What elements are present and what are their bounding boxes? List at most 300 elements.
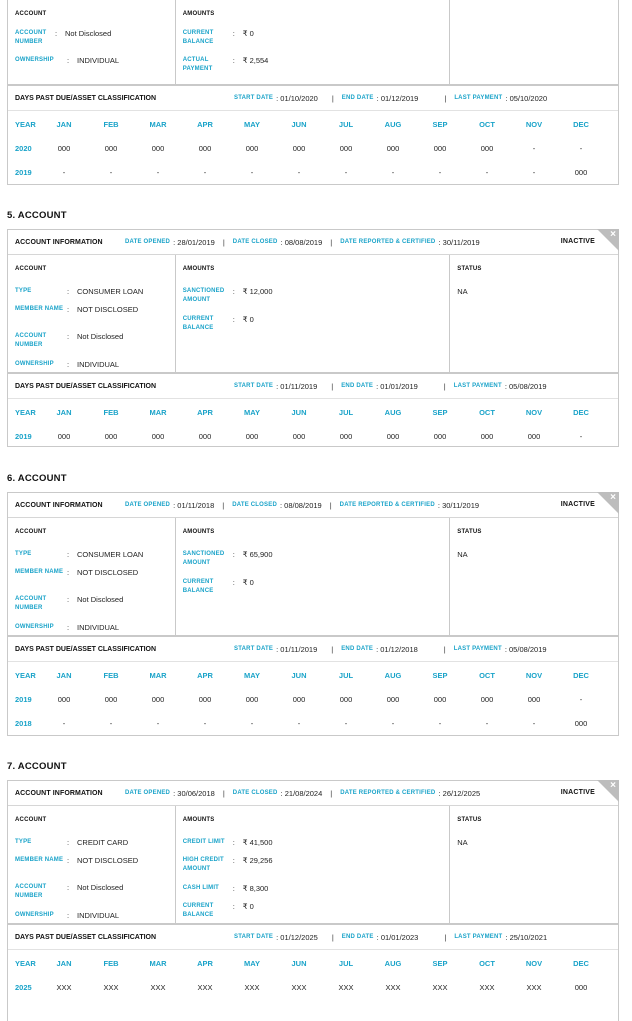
ownership-row: OWNERSHIP : INDIVIDUAL bbox=[15, 623, 120, 632]
dpd-cell: - bbox=[62, 719, 66, 728]
dpd-dates: START DATE : 01/10/2020 | END DATE : 01/12/2019 | LAST PAYMENT : 05/10/2020 bbox=[234, 93, 548, 103]
sanctioned-amount-label: SANCTIONED AMOUNT bbox=[182, 288, 225, 303]
month-header-row bbox=[8, 662, 618, 686]
year-label: 2019 bbox=[15, 168, 32, 177]
dpd-cell: - bbox=[250, 719, 254, 728]
dpd-cell: - bbox=[156, 168, 160, 177]
dpd-cell: 000 bbox=[245, 144, 259, 153]
amounts-column-heading: AMOUNTS bbox=[182, 266, 215, 272]
last-payment-value: 25/10/2021 bbox=[509, 932, 548, 942]
dpd-cell: 000 bbox=[433, 432, 447, 441]
month-header: FEB bbox=[103, 671, 119, 680]
month-header: FEB bbox=[103, 959, 119, 968]
account-6-details bbox=[8, 518, 618, 637]
account-column-heading: ACCOUNT bbox=[15, 817, 47, 823]
status-column-heading: STATUS bbox=[457, 529, 482, 535]
account-6-card bbox=[7, 492, 619, 736]
month-header: JAN bbox=[56, 120, 72, 129]
status-row bbox=[457, 838, 467, 847]
account-column bbox=[8, 806, 176, 923]
month-header: JUL bbox=[338, 671, 354, 680]
month-header: OCT bbox=[479, 120, 495, 129]
current-balance-label: CURRENT BALANCE bbox=[182, 903, 214, 918]
current-balance-value: ₹ 0 bbox=[242, 902, 254, 911]
status-column-heading: STATUS bbox=[457, 266, 482, 272]
dpd-title: DAYS PAST DUE/ASSET CLASSIFICATION bbox=[15, 94, 157, 102]
month-header: MAR bbox=[149, 408, 167, 417]
account-number-value: Not Disclosed bbox=[77, 883, 124, 892]
month-header: MAY bbox=[244, 408, 260, 417]
dpd-cell: 000 bbox=[433, 144, 447, 153]
month-header: AUG bbox=[384, 671, 402, 680]
dpd-cell: 000 bbox=[292, 144, 306, 153]
actual-payment-value: ₹ 2,554 bbox=[242, 56, 269, 65]
account-column-heading: ACCOUNT bbox=[15, 266, 47, 272]
month-header: NOV bbox=[525, 671, 543, 680]
date-opened-value: 28/01/2019 bbox=[177, 237, 215, 247]
year-header: YEAR bbox=[15, 959, 36, 968]
status-row bbox=[457, 287, 467, 296]
dpd-cell: XXX bbox=[526, 983, 542, 992]
status-badge: INACTIVE bbox=[560, 238, 595, 245]
month-header: MAY bbox=[244, 959, 260, 968]
date-closed-value: 21/08/2024 bbox=[284, 788, 323, 798]
month-header: OCT bbox=[479, 671, 495, 680]
month-header-row bbox=[8, 111, 618, 135]
dpd-cell: 000 bbox=[574, 168, 588, 177]
dpd-cell: - bbox=[156, 719, 160, 728]
start-date-value: 01/11/2019 bbox=[280, 644, 318, 654]
dpd-cell: XXX bbox=[103, 983, 119, 992]
month-header: JUN bbox=[291, 671, 307, 680]
status-column bbox=[450, 0, 618, 84]
type-row: TYPE : CREDIT CARD bbox=[15, 838, 129, 847]
dpd-cell: - bbox=[532, 719, 536, 728]
dpd-cell: 000 bbox=[292, 695, 306, 704]
type-value: CONSUMER LOAN bbox=[77, 550, 144, 559]
account-number-value: Not Disclosed bbox=[65, 29, 112, 38]
dpd-title: DAYS PAST DUE/ASSET CLASSIFICATION bbox=[15, 382, 157, 390]
dpd-cell: 000 bbox=[480, 432, 494, 441]
close-icon[interactable]: × bbox=[610, 780, 616, 791]
credit-limit-label: CREDIT LIMIT bbox=[182, 839, 225, 845]
high-credit-amount-row: HIGH CREDIT AMOUNT : ₹ 29,256 bbox=[182, 856, 273, 872]
dpd-grid bbox=[8, 662, 618, 734]
sanctioned-amount-label: SANCTIONED AMOUNT bbox=[182, 551, 225, 566]
dpd-cell: 000 bbox=[339, 695, 353, 704]
date-closed-value: 08/08/2019 bbox=[284, 500, 322, 510]
dpd-cell: - bbox=[203, 168, 207, 177]
dpd-cell: 000 bbox=[480, 144, 494, 153]
account-info-header bbox=[8, 230, 618, 255]
account-7-heading: 7. ACCOUNT bbox=[7, 761, 67, 772]
credit-limit-value: ₹ 41,500 bbox=[242, 838, 273, 847]
amounts-column bbox=[176, 255, 451, 372]
close-icon[interactable]: × bbox=[610, 229, 616, 240]
dpd-cell: 000 bbox=[57, 695, 71, 704]
status-badge: INACTIVE bbox=[560, 501, 595, 508]
month-header: OCT bbox=[479, 959, 495, 968]
member-name-value: NOT DISCLOSED bbox=[77, 305, 139, 314]
sanctioned-amount-row: SANCTIONED AMOUNT : ₹ 12,000 bbox=[182, 287, 273, 303]
month-header: OCT bbox=[479, 408, 495, 417]
dpd-dates: START DATE : 01/11/2019 | END DATE : 01/12/2018 | LAST PAYMENT : 05/08/2019 bbox=[234, 644, 547, 654]
dpd-title: DAYS PAST DUE/ASSET CLASSIFICATION bbox=[15, 933, 157, 941]
dpd-cell: - bbox=[485, 719, 489, 728]
month-header: JUN bbox=[291, 959, 307, 968]
type-value: CONSUMER LOAN bbox=[77, 287, 144, 296]
dpd-cell: 000 bbox=[292, 432, 306, 441]
dpd-cell: - bbox=[62, 168, 66, 177]
dpd-cell: - bbox=[391, 168, 395, 177]
account-number-row: ACCOUNT NUMBER : Not Disclosed bbox=[15, 332, 124, 348]
month-header: SEP bbox=[432, 959, 448, 968]
month-header: APR bbox=[197, 120, 213, 129]
date-reported-value: 30/11/2019 bbox=[442, 500, 480, 510]
month-header: FEB bbox=[103, 408, 119, 417]
member-name-label: MEMBER NAME bbox=[15, 569, 64, 575]
month-header: MAR bbox=[149, 120, 167, 129]
member-name-value: NOT DISCLOSED bbox=[77, 856, 139, 865]
month-header: APR bbox=[197, 671, 213, 680]
account-dates: DATE OPENED : 30/06/2018 | DATE CLOSED : 21/08/2024 | DATE REPORTED & CERTIFIED : 26/12/2025 bbox=[125, 788, 481, 798]
current-balance-label: CURRENT BALANCE bbox=[182, 316, 214, 331]
ownership-row: OWNERSHIP : INDIVIDUAL bbox=[15, 360, 120, 369]
date-reported-value: 26/12/2025 bbox=[442, 788, 481, 798]
account-number-label: ACCOUNT NUMBER bbox=[15, 596, 47, 611]
dpd-cell: - bbox=[344, 168, 348, 177]
dpd-cell: - bbox=[109, 168, 113, 177]
status-value: NA bbox=[457, 838, 468, 847]
ownership-value: INDIVIDUAL bbox=[77, 360, 120, 369]
member-name-row: MEMBER NAME : NOT DISCLOSED bbox=[15, 305, 139, 314]
dpd-cell: 000 bbox=[386, 144, 400, 153]
end-date-value: 01/01/2023 bbox=[380, 932, 419, 942]
account-info-title: ACCOUNT INFORMATION bbox=[15, 789, 103, 797]
dpd-cell: 000 bbox=[339, 432, 353, 441]
dpd-cell: - bbox=[391, 719, 395, 728]
dpd-cell: - bbox=[579, 695, 583, 704]
year-label: 2020 bbox=[15, 144, 32, 153]
dpd-cell: 000 bbox=[245, 695, 259, 704]
account-6-heading: 6. ACCOUNT bbox=[7, 473, 67, 484]
account-number-label: ACCOUNT NUMBER bbox=[15, 30, 47, 45]
account-number-label: ACCOUNT NUMBER bbox=[15, 333, 47, 348]
year-row bbox=[8, 135, 618, 159]
amounts-column-heading: AMOUNTS bbox=[182, 11, 215, 17]
dpd-cell: 000 bbox=[151, 695, 165, 704]
month-header: MAR bbox=[149, 671, 167, 680]
dpd-cell: 000 bbox=[339, 144, 353, 153]
current-balance-row: CURRENT BALANCE : ₹ 0 bbox=[182, 578, 254, 594]
account-5-details bbox=[8, 255, 618, 374]
dpd-cell: 000 bbox=[104, 144, 118, 153]
dpd-title: DAYS PAST DUE/ASSET CLASSIFICATION bbox=[15, 645, 157, 653]
dpd-cell: 000 bbox=[198, 144, 212, 153]
month-header: JUN bbox=[291, 120, 307, 129]
month-header: MAY bbox=[244, 120, 260, 129]
year-label: 2019 bbox=[15, 695, 32, 704]
type-label: TYPE bbox=[15, 288, 32, 294]
month-header: NOV bbox=[525, 408, 543, 417]
dpd-cell: 000 bbox=[433, 695, 447, 704]
date-opened-value: 01/11/2018 bbox=[177, 500, 215, 510]
month-header: AUG bbox=[384, 408, 402, 417]
account-4-card bbox=[7, 0, 619, 185]
month-header: JAN bbox=[56, 671, 72, 680]
status-value: NA bbox=[457, 550, 468, 559]
account-column bbox=[8, 0, 176, 84]
dpd-cell: XXX bbox=[432, 983, 448, 992]
dpd-cell: 000 bbox=[198, 432, 212, 441]
dpd-cell: XXX bbox=[244, 983, 260, 992]
dpd-cell: - bbox=[250, 168, 254, 177]
actual-payment-label: ACTUAL PAYMENT bbox=[182, 57, 213, 72]
dpd-header bbox=[8, 637, 618, 662]
account-number-row: ACCOUNT NUMBER : Not Disclosed bbox=[15, 595, 124, 611]
dpd-cell: - bbox=[532, 168, 536, 177]
member-name-value: NOT DISCLOSED bbox=[77, 568, 139, 577]
dpd-cell: - bbox=[579, 144, 583, 153]
dpd-cell: 000 bbox=[57, 432, 71, 441]
account-info-title: ACCOUNT INFORMATION bbox=[15, 501, 103, 509]
ownership-label: OWNERSHIP bbox=[15, 912, 54, 918]
month-header: AUG bbox=[384, 120, 402, 129]
dpd-header bbox=[8, 374, 618, 399]
end-date-value: 01/12/2018 bbox=[380, 644, 418, 654]
current-balance-row: CURRENT BALANCE : ₹ 0 bbox=[182, 315, 254, 331]
account-number-value: Not Disclosed bbox=[77, 332, 124, 341]
type-row: TYPE : CONSUMER LOAN bbox=[15, 550, 144, 559]
cash-limit-row: CASH LIMIT : ₹ 8,300 bbox=[182, 884, 269, 893]
cash-limit-label: CASH LIMIT bbox=[182, 885, 220, 891]
month-header: JUL bbox=[338, 120, 354, 129]
status-value: NA bbox=[457, 287, 468, 296]
account-column-heading: ACCOUNT bbox=[15, 11, 47, 17]
account-7-details bbox=[8, 806, 618, 925]
dpd-cell: XXX bbox=[385, 983, 401, 992]
month-header-row bbox=[8, 950, 618, 974]
account-5-card bbox=[7, 229, 619, 447]
current-balance-row: CURRENT BALANCE : ₹ 0 bbox=[182, 902, 254, 918]
dpd-cell: 000 bbox=[527, 432, 541, 441]
dpd-cell: XXX bbox=[150, 983, 166, 992]
dpd-cell: 000 bbox=[527, 695, 541, 704]
dpd-cell: - bbox=[344, 719, 348, 728]
dpd-header bbox=[8, 925, 618, 950]
dpd-cell: - bbox=[579, 432, 583, 441]
dpd-cell: 000 bbox=[386, 695, 400, 704]
status-column bbox=[450, 518, 618, 635]
dpd-grid bbox=[8, 950, 618, 998]
account-info-header bbox=[8, 781, 618, 806]
dpd-cell: 000 bbox=[104, 432, 118, 441]
high-credit-amount-value: ₹ 29,256 bbox=[242, 856, 273, 865]
amounts-column bbox=[176, 806, 451, 923]
ownership-value: INDIVIDUAL bbox=[77, 911, 120, 920]
month-header: DEC bbox=[573, 408, 589, 417]
member-name-label: MEMBER NAME bbox=[15, 306, 64, 312]
dpd-dates: START DATE : 01/12/2025 | END DATE : 01/01/2023 | LAST PAYMENT : 25/10/2021 bbox=[234, 932, 548, 942]
account-dates: DATE OPENED : 28/01/2019 | DATE CLOSED : 08/08/2019 | DATE REPORTED & CERTIFIED : 30/11/2019 bbox=[125, 237, 480, 247]
month-header: APR bbox=[197, 408, 213, 417]
dpd-cell: - bbox=[485, 168, 489, 177]
dpd-cell: 000 bbox=[57, 144, 71, 153]
sanctioned-amount-value: ₹ 65,900 bbox=[242, 550, 273, 559]
year-row bbox=[8, 686, 618, 710]
end-date-value: 01/12/2019 bbox=[380, 93, 419, 103]
status-row bbox=[457, 550, 467, 559]
sanctioned-amount-value: ₹ 12,000 bbox=[242, 287, 273, 296]
actual-payment-row: ACTUAL PAYMENT : ₹ 2,554 bbox=[182, 56, 269, 72]
current-balance-value: ₹ 0 bbox=[242, 29, 254, 38]
account-column bbox=[8, 518, 176, 635]
current-balance-label: CURRENT BALANCE bbox=[182, 579, 214, 594]
close-icon[interactable]: × bbox=[610, 492, 616, 503]
dpd-cell: 000 bbox=[386, 432, 400, 441]
year-row bbox=[8, 710, 618, 734]
start-date-value: 01/12/2025 bbox=[280, 932, 318, 942]
date-closed-value: 08/08/2019 bbox=[284, 237, 323, 247]
month-header: NOV bbox=[525, 120, 543, 129]
month-header: SEP bbox=[432, 671, 448, 680]
high-credit-amount-label: HIGH CREDIT AMOUNT bbox=[182, 857, 224, 872]
account-5-heading: 5. ACCOUNT bbox=[7, 210, 67, 221]
account-7-card bbox=[7, 780, 619, 1021]
year-label: 2025 bbox=[15, 983, 32, 992]
member-name-row: MEMBER NAME : NOT DISCLOSED bbox=[15, 856, 139, 865]
member-name-row: MEMBER NAME : NOT DISCLOSED bbox=[15, 568, 139, 577]
dpd-cell: XXX bbox=[479, 983, 495, 992]
start-date-value: 01/10/2020 bbox=[280, 93, 318, 103]
dpd-cell: - bbox=[297, 719, 301, 728]
dpd-grid bbox=[8, 399, 618, 447]
ownership-value: INDIVIDUAL bbox=[77, 623, 120, 632]
dpd-cell: - bbox=[438, 719, 442, 728]
type-row: TYPE : CONSUMER LOAN bbox=[15, 287, 144, 296]
year-label: 2019 bbox=[15, 432, 32, 441]
dpd-cell: - bbox=[109, 719, 113, 728]
amounts-column bbox=[176, 0, 451, 84]
ownership-row: OWNERSHIP : INDIVIDUAL bbox=[15, 56, 120, 65]
dpd-cell: XXX bbox=[291, 983, 307, 992]
month-header: AUG bbox=[384, 959, 402, 968]
year-header: YEAR bbox=[15, 671, 36, 680]
dpd-cell: 000 bbox=[245, 432, 259, 441]
last-payment-value: 05/08/2019 bbox=[509, 381, 547, 391]
month-header: JUN bbox=[291, 408, 307, 417]
status-badge: INACTIVE bbox=[560, 789, 595, 796]
month-header: JAN bbox=[56, 408, 72, 417]
month-header: SEP bbox=[432, 408, 448, 417]
ownership-value: INDIVIDUAL bbox=[77, 56, 120, 65]
account-number-label: ACCOUNT NUMBER bbox=[15, 884, 47, 899]
ownership-label: OWNERSHIP bbox=[15, 57, 54, 63]
member-name-label: MEMBER NAME bbox=[15, 857, 64, 863]
year-row bbox=[8, 974, 618, 998]
month-header: DEC bbox=[573, 120, 589, 129]
month-header: DEC bbox=[573, 959, 589, 968]
status-column bbox=[450, 255, 618, 372]
month-header: SEP bbox=[432, 120, 448, 129]
month-header: MAY bbox=[244, 671, 260, 680]
dpd-dates: START DATE : 01/11/2019 | END DATE : 01/01/2019 | LAST PAYMENT : 05/08/2019 bbox=[234, 381, 547, 391]
last-payment-value: 05/08/2019 bbox=[509, 644, 547, 654]
month-header: MAR bbox=[149, 959, 167, 968]
month-header: DEC bbox=[573, 671, 589, 680]
dpd-cell: - bbox=[203, 719, 207, 728]
month-header: APR bbox=[197, 959, 213, 968]
date-opened-value: 30/06/2018 bbox=[177, 788, 215, 798]
month-header: JAN bbox=[56, 959, 72, 968]
month-header: NOV bbox=[525, 959, 543, 968]
account-4-details bbox=[8, 0, 618, 86]
account-column bbox=[8, 255, 176, 372]
type-label: TYPE bbox=[15, 839, 32, 845]
dpd-cell: 000 bbox=[198, 695, 212, 704]
account-info-header bbox=[8, 493, 618, 518]
account-number-row: ACCOUNT NUMBER : Not Disclosed bbox=[15, 883, 124, 899]
status-column-heading: STATUS bbox=[457, 817, 482, 823]
dpd-cell: 000 bbox=[151, 144, 165, 153]
ownership-row: OWNERSHIP : INDIVIDUAL bbox=[15, 911, 120, 920]
amounts-column-heading: AMOUNTS bbox=[182, 817, 215, 823]
start-date-value: 01/11/2019 bbox=[280, 381, 318, 391]
current-balance-label: CURRENT BALANCE bbox=[182, 30, 214, 45]
credit-limit-row: CREDIT LIMIT : ₹ 41,500 bbox=[182, 838, 273, 847]
year-label: 2018 bbox=[15, 719, 32, 728]
end-date-value: 01/01/2019 bbox=[380, 381, 418, 391]
year-row bbox=[8, 159, 618, 183]
dpd-cell: 000 bbox=[104, 695, 118, 704]
dpd-cell: XXX bbox=[56, 983, 72, 992]
dpd-cell: 000 bbox=[574, 719, 588, 728]
month-header-row bbox=[8, 399, 618, 423]
dpd-cell: 000 bbox=[574, 983, 588, 992]
year-header: YEAR bbox=[15, 120, 36, 129]
month-header: JUL bbox=[338, 959, 354, 968]
ownership-label: OWNERSHIP bbox=[15, 624, 54, 630]
account-dates: DATE OPENED : 01/11/2018 | DATE CLOSED : 08/08/2019 | DATE REPORTED & CERTIFIED : 30/11/2019 bbox=[125, 500, 480, 510]
dpd-cell: - bbox=[438, 168, 442, 177]
amounts-column bbox=[176, 518, 451, 635]
account-info-title: ACCOUNT INFORMATION bbox=[15, 238, 103, 246]
cash-limit-value: ₹ 8,300 bbox=[242, 884, 269, 893]
dpd-grid bbox=[8, 111, 618, 183]
date-reported-value: 30/11/2019 bbox=[442, 237, 480, 247]
dpd-cell: XXX bbox=[197, 983, 213, 992]
current-balance-value: ₹ 0 bbox=[242, 578, 254, 587]
year-row bbox=[8, 423, 618, 447]
last-payment-value: 05/10/2020 bbox=[509, 93, 548, 103]
year-header: YEAR bbox=[15, 408, 36, 417]
type-value: CREDIT CARD bbox=[77, 838, 129, 847]
month-header: JUL bbox=[338, 408, 354, 417]
dpd-cell: XXX bbox=[338, 983, 354, 992]
dpd-cell: 000 bbox=[480, 695, 494, 704]
type-label: TYPE bbox=[15, 551, 32, 557]
month-header: FEB bbox=[103, 120, 119, 129]
amounts-column-heading: AMOUNTS bbox=[182, 529, 215, 535]
account-number-value: Not Disclosed bbox=[77, 595, 124, 604]
dpd-cell: - bbox=[532, 144, 536, 153]
dpd-header bbox=[8, 86, 618, 111]
dpd-cell: - bbox=[297, 168, 301, 177]
current-balance-row: CURRENT BALANCE : ₹ 0 bbox=[182, 29, 254, 45]
status-column bbox=[450, 806, 618, 923]
ownership-label: OWNERSHIP bbox=[15, 361, 54, 367]
account-column-heading: ACCOUNT bbox=[15, 529, 47, 535]
